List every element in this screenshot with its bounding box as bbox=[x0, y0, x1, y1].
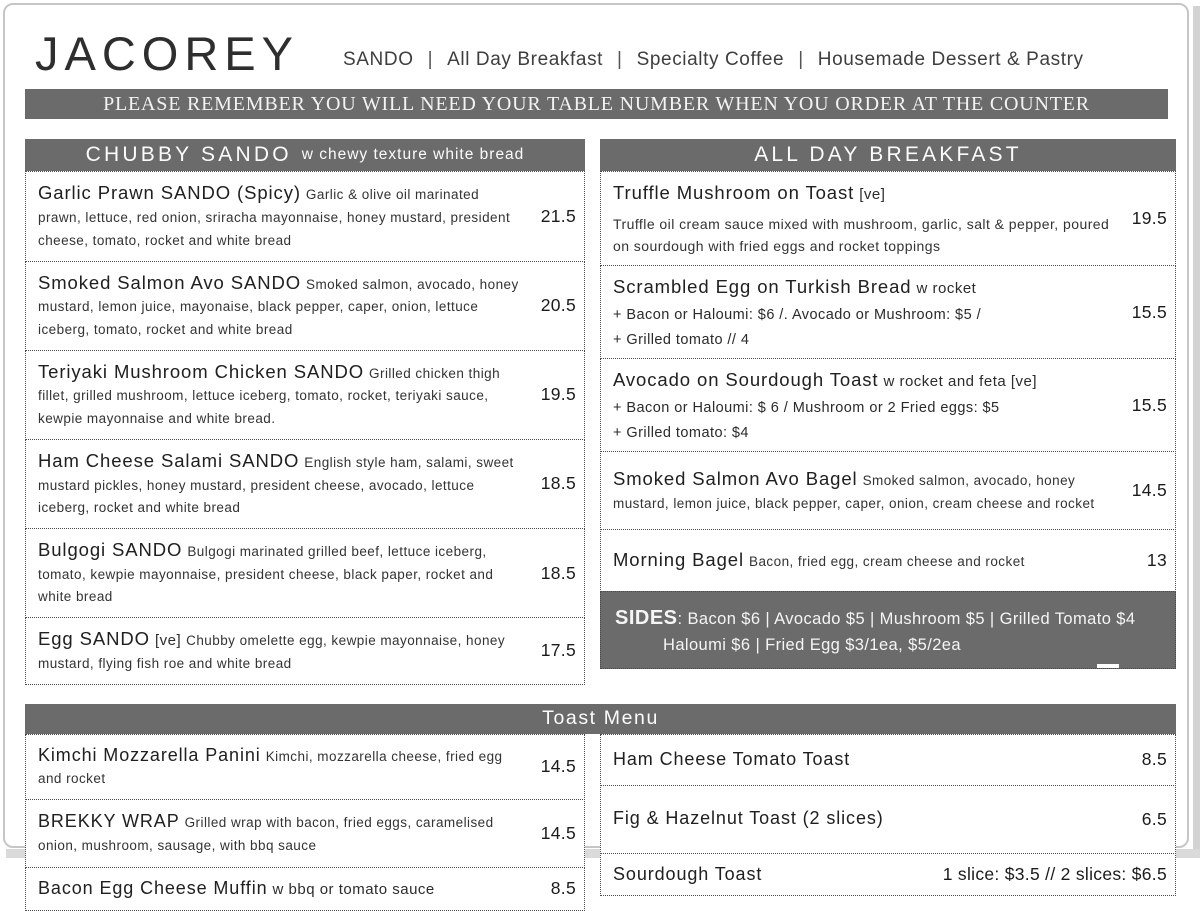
menu-item-price: 17.5 bbox=[540, 640, 576, 661]
brand-logo: JACOREY bbox=[35, 27, 299, 80]
menu-item-price: 8.5 bbox=[550, 878, 576, 899]
menu-item bbox=[25, 867, 585, 911]
menu-item-price: 18.5 bbox=[540, 562, 576, 583]
menu-item-title: Kimchi Mozzarella Panini bbox=[38, 744, 261, 765]
menu-item-price: 15.5 bbox=[1131, 394, 1167, 415]
menu-item bbox=[25, 734, 585, 800]
menu-item-description: English style ham, salami, sweet mustard pickles, honey mustard, president cheese, avocado, lettuce iceberg, rocket and white bread bbox=[38, 454, 514, 516]
menu-columns bbox=[25, 139, 1176, 684]
menu-item bbox=[600, 734, 1176, 786]
menu-item bbox=[25, 617, 585, 684]
menu-item-note: [ve] bbox=[859, 186, 886, 204]
section-header-chubby-sando bbox=[25, 139, 585, 171]
menu-item-description: Kimchi, mozzarella cheese, fried egg and rocket bbox=[38, 748, 503, 787]
menu-item-title: Truffle Mushroom on Toast bbox=[613, 182, 855, 204]
sides-box bbox=[600, 591, 1176, 669]
menu-item-note: w rocket bbox=[916, 280, 977, 298]
menu-item bbox=[600, 265, 1176, 359]
menu-item-title: Morning Bagel bbox=[613, 549, 744, 571]
menu-item-text bbox=[613, 862, 943, 888]
menu-item-description: Grilled chicken thigh fillet, grilled mushroom, lettuce iceberg, tomato, rocket, teriyaki sauce, kewpie mayonnaise and white bread. bbox=[38, 365, 501, 427]
menu-item-price: 19.5 bbox=[1131, 208, 1167, 229]
section-all-day-breakfast bbox=[600, 139, 1176, 684]
menu-item-text bbox=[613, 274, 1121, 350]
section-title: Toast Menu bbox=[542, 707, 659, 730]
menu-item-price: 14.5 bbox=[540, 756, 576, 777]
menu-item-description: Bulgogi marinated grilled beef, lettuce iceberg, tomato, kewpie mayonnaise, president cheese, black paper, rocket and white bread bbox=[38, 543, 494, 605]
menu-item-text bbox=[613, 547, 1121, 574]
menu-item-text bbox=[38, 876, 530, 902]
nav-item: Housemade Dessert & Pastry bbox=[817, 49, 1084, 71]
menu-item-price: 13 bbox=[1146, 550, 1167, 571]
sides-items-1: : Bacon $6 | Avocado $5 | Mushroom $5 | Grilled Tomato $4 bbox=[677, 610, 1136, 629]
menu-item-extra-line: + Grilled tomato: $4 bbox=[613, 424, 749, 441]
screenshot-edge-right bbox=[1193, 6, 1200, 858]
menu-item-title: Sourdough Toast bbox=[613, 863, 763, 884]
section-chubby-sando bbox=[25, 139, 585, 684]
menu-item-extras bbox=[613, 398, 1117, 443]
menu-item-title: Smoked Salmon Avo SANDO bbox=[38, 271, 302, 293]
menu-item-description: Truffle oil cream sauce mixed with mushroom, garlic, salt & pepper, poured on sourdough with fried eggs and rocket toppings bbox=[613, 216, 1110, 254]
menu-item-price: 14.5 bbox=[1131, 480, 1167, 501]
scan-artifact bbox=[1097, 664, 1119, 668]
sides-label: SIDES bbox=[615, 607, 678, 630]
nav-item: SANDO bbox=[343, 49, 414, 71]
menu-item-text bbox=[613, 466, 1121, 515]
toast-menu-left-column bbox=[25, 734, 585, 911]
section-title: ALL DAY BREAKFAST bbox=[754, 143, 1022, 167]
toast-right-items bbox=[600, 734, 1176, 897]
menu-item-note: [ve] bbox=[154, 632, 182, 650]
menu-item-price: 18.5 bbox=[540, 473, 576, 494]
menu-item-text bbox=[613, 367, 1121, 443]
menu-item-text bbox=[38, 448, 530, 520]
menu-item-title: Bulgogi SANDO bbox=[38, 538, 183, 560]
menu-item bbox=[25, 528, 585, 618]
menu-page bbox=[3, 3, 1189, 899]
menu-item-text bbox=[613, 806, 1121, 832]
toast-left-items bbox=[25, 734, 585, 911]
menu-item-price: 14.5 bbox=[540, 823, 576, 843]
menu-item-title: Ham Cheese Salami SANDO bbox=[38, 449, 300, 471]
notice-banner: PLEASE REMEMBER YOU WILL NEED YOUR TABLE NUMBER WHEN YOU ORDER AT THE COUNTER bbox=[25, 89, 1168, 119]
nav-separator: | bbox=[427, 49, 434, 71]
menu-item-price: 19.5 bbox=[540, 384, 576, 405]
menu-item bbox=[600, 785, 1176, 854]
menu-item-text bbox=[38, 359, 530, 431]
sides-items-2: Haloumi $6 | Fried Egg $3/1ea, $5/2ea bbox=[663, 636, 961, 655]
menu-item bbox=[600, 529, 1176, 592]
menu-item bbox=[600, 451, 1176, 530]
menu-item-title: Teriyaki Mushroom Chicken SANDO bbox=[38, 360, 365, 382]
menu-item-description: Smoked salmon, avocado, honey mustard, lemon juice, mayonaise, black pepper, caper, onion, lettuce iceberg, tomato, rocket and white bread bbox=[38, 276, 519, 337]
menu-item-price: 6.5 bbox=[1141, 808, 1167, 829]
section-header-toast-menu bbox=[25, 704, 1176, 734]
menu-item-title: Egg SANDO bbox=[38, 628, 150, 650]
all-day-breakfast-items bbox=[600, 171, 1176, 592]
menu-item-note: w bbq or tomato sauce bbox=[272, 881, 435, 898]
toast-menu-right-column bbox=[600, 734, 1176, 911]
menu-item bbox=[600, 358, 1176, 452]
menu-item-text bbox=[38, 270, 530, 342]
menu-item-description: Smoked salmon, avocado, honey mustard, lemon juice, black pepper, caper, onion, cream cheese and rocket bbox=[613, 472, 1095, 511]
category-nav bbox=[299, 49, 1084, 78]
menu-item bbox=[25, 171, 585, 261]
menu-item-price: 1 slice: $3.5 // 2 slices: $6.5 bbox=[942, 863, 1167, 884]
menu-item-title: Ham Cheese Tomato Toast bbox=[613, 748, 851, 769]
section-header-all-day-breakfast bbox=[600, 139, 1176, 171]
header bbox=[25, 5, 1176, 78]
menu-item bbox=[25, 439, 585, 529]
sides-line-1 bbox=[615, 603, 1161, 633]
menu-item-text bbox=[38, 743, 530, 791]
menu-item-title: BREKKY WRAP bbox=[38, 811, 180, 832]
menu-item-description: Grilled wrap with bacon, fried eggs, caramelised onion, mushroom, sausage, with bbq sauce bbox=[38, 815, 494, 853]
section-title: CHUBBY SANDO bbox=[85, 143, 292, 167]
menu-item-description: Garlic & olive oil marinated prawn, lettuce, red onion, sriracha mayonnaise, honey mustard, president cheese, tomato, rocket and white bread bbox=[38, 187, 511, 248]
menu-item-text bbox=[38, 809, 530, 857]
menu-item bbox=[600, 853, 1176, 897]
nav-item: Specialty Coffee bbox=[636, 49, 785, 71]
nav-separator: | bbox=[617, 49, 623, 71]
menu-item-title: Fig & Hazelnut Toast (2 slices) bbox=[613, 808, 884, 829]
menu-item-text bbox=[38, 180, 530, 252]
menu-item-title: Scrambled Egg on Turkish Bread bbox=[613, 276, 912, 298]
menu-item-text bbox=[613, 180, 1121, 257]
menu-item-price: 20.5 bbox=[540, 295, 576, 316]
menu-item bbox=[25, 261, 585, 351]
menu-item-text bbox=[613, 747, 1121, 773]
nav-separator: | bbox=[798, 49, 804, 71]
menu-item-extras bbox=[613, 305, 1117, 350]
menu-item-title: Garlic Prawn SANDO (Spicy) bbox=[38, 182, 301, 204]
menu-item-extra-line: + Bacon or Haloumi: $6 /. Avocado or Mushroom: $5 / bbox=[613, 307, 982, 324]
menu-item-note: w rocket and feta [ve] bbox=[883, 373, 1038, 391]
menu-item bbox=[25, 350, 585, 440]
menu-item-extra-line: + Bacon or Haloumi: $ 6 / Mushroom or 2 Fried eggs: $5 bbox=[613, 400, 1000, 417]
menu-item-title: Avocado on Sourdough Toast bbox=[613, 369, 879, 391]
nav-item: All Day Breakfast bbox=[447, 49, 604, 71]
menu-item-title: Bacon Egg Cheese Muffin bbox=[38, 878, 268, 898]
menu-item bbox=[600, 171, 1176, 266]
menu-item-price: 21.5 bbox=[540, 205, 576, 226]
menu-item-price: 8.5 bbox=[1141, 749, 1167, 770]
toast-menu-columns bbox=[25, 734, 1176, 911]
menu-item-text bbox=[38, 626, 530, 675]
chubby-sando-items bbox=[25, 171, 585, 684]
menu-item-extra-line: + Grilled tomato // 4 bbox=[613, 331, 750, 348]
menu-item-description: Bacon, fried egg, cream cheese and rocket bbox=[749, 554, 1025, 570]
menu-item-title: Smoked Salmon Avo Bagel bbox=[613, 467, 858, 489]
menu-item-description: Chubby omelette egg, kewpie mayonnaise, honey mustard, flying fish roe and white bread bbox=[38, 633, 506, 671]
menu-item-text bbox=[38, 537, 530, 609]
section-subtitle: w chewy texture white bread bbox=[301, 146, 525, 164]
menu-item-price: 15.5 bbox=[1131, 301, 1167, 322]
